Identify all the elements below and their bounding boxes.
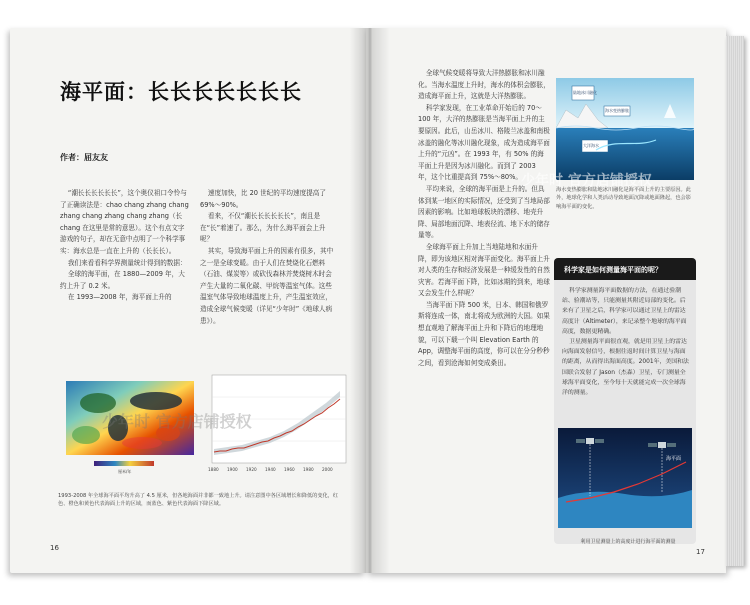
sidebar-body <box>562 286 690 398</box>
left-column-2 <box>200 188 335 327</box>
sidebar-header <box>554 258 696 280</box>
page-number-right: 17 <box>696 548 705 556</box>
right-page <box>366 28 726 573</box>
sidebar-title: 科学家是如何测量海平面的呢？ <box>564 266 662 274</box>
top-figure-caption: 海水变热膨胀和陆地冰川融化是海平面上升的主要原因。此外，地球化学和人类活动导致地面沉降或地面隆起，也会影响海平面的变化。 <box>556 187 691 210</box>
left-page <box>10 28 366 573</box>
paragraph: 当海平面下降 500 米，日本、韩国和俄罗斯将连成一体，南北将成为欧洲的大国。如果想直观地了解海平面上升和下降后的地理地貌，可以下载一个叫 Elevation Earth 的 App，调整海平面的高度，你可以在分分秒秒之间，看到沧海如何变成桑田。 <box>418 300 550 367</box>
paragraph: 速度加快，比 20 世纪的平均速度提高了 69%～90%。 <box>200 189 326 209</box>
magazine-spread <box>10 28 742 573</box>
x-tick: 1900 <box>227 467 238 472</box>
paragraph: 在 1993—2008 年，海平面上升的 <box>67 293 172 302</box>
x-tick: 2000 <box>322 467 333 472</box>
paragraph: 科学家测量海平面数据的方法，在通过验潮站、验潮站等，只能测量其附近局部的变化。后来有了卫星之后，科学家可以通过卫星上的雷达高度计（Altimeter），来记录整个地球的海平面高度，数据更精确。 <box>562 288 687 335</box>
paragraph: 科学家发现，在工业革命开始后的 70～100 年，大洋的热膨胀是当海平面上升的主要原因。此后，山岳冰川、格陵兰冰盖和南极冰盖的融化等冰川融化现象，成为造成海平面上升的“元凶”。在 1993 年，有 50% 的海平面上升是因为冰川融化。而到了 2003 年，这个比重提高到 75%～80%。 <box>418 103 550 182</box>
paragraph: 看来，不仅“潮长长长长长长”，南且是在“长”着速了。那么，为什么海平面会上升呢？ <box>200 212 326 244</box>
page-number-left: 16 <box>50 544 59 552</box>
x-tick: 1960 <box>284 467 295 472</box>
paragraph: 其实，导致海平面上升的因素有很多，其中之一是全球变暖。由于人们在焚烧化石燃料（石油、煤炭等）或砍伐森林并焚烧树木时会产生大量的二氧化碳、甲烷等温室气体。这些温室气体导致地球温度上升，产生温室效应，造成全球气候变暖（详见“少年时”《地球人病患》）。 <box>200 246 334 325</box>
paragraph: 全球海平面上升加上当地陆地和水面升降，即为该地区相对海平面变化。海平面上升对人类的生存和经济发展是一种缓发性的自然灾害。若海平面下降，比如冰期的到来，地球又会发生什么样呢？ <box>418 242 550 298</box>
map-legend-label: 厘米/年 <box>118 469 132 474</box>
paragraph: 卫星测量海平面很直观，就是用卫星上的雷达向海面发射信号，根据往返时间计算卫星与海面的距离，从而得出海面高度。2001年，美国和法国联合发射了 Jason（杰森）卫星，专门测量全球海平面变化，至今每十天就能完成一次全球海洋的测量。 <box>562 339 689 397</box>
watermark: 少年时 官方店铺授权 <box>102 412 252 431</box>
glacier-ocean-illustration <box>556 78 694 180</box>
figure-label: 大洋海水 <box>583 143 599 148</box>
left-column-1 <box>60 188 190 304</box>
sea-level-trend-plot <box>198 371 350 479</box>
article-title: 海平面：长长长长长长长 <box>60 80 302 104</box>
x-tick: 1880 <box>208 467 219 472</box>
paragraph: 全球的海平面，在 1880—2009 年，大约上升了 0.2 米。 <box>60 270 185 290</box>
sea-level-map-figure <box>58 373 196 475</box>
paragraph: “潮长长长长长长”，这个奥仪祖口令怜与了正确读法是：chao chang zhang chang zhang chang zhang chang zhang（长 chang 在这里是常的意思）。这个有点文字游戏的句子，却在无意中点明了一个科学事实：海水总是一直在上升的（长长长）。 <box>60 189 189 255</box>
x-tick: 1980 <box>303 467 314 472</box>
paragraph: 全球气候变暖将导致大洋热膨胀和冰川融化。当海水温度上升时，海水的体积会膨胀，造成海平面上升，这就是大洋热膨胀。 <box>418 69 550 101</box>
paragraph: 我们来看看科学界测量统计得到的数据： <box>67 258 187 267</box>
x-tick: 1920 <box>246 467 257 472</box>
sidebar-box <box>554 258 696 544</box>
x-tick: 1940 <box>265 467 276 472</box>
author-line: 作者：屈友友 <box>60 153 108 162</box>
right-column-1 <box>418 68 550 369</box>
figure-label: 海水变热膨胀 <box>605 108 629 113</box>
figure-label: 陆地冰川融化 <box>573 90 597 95</box>
map-caption: 1993-2008 年全球海平面平均升高了 4.5 厘米，但各地海面并非都一致地上升。请注意图中各区域增长和降低的变化，红色、橙色和黄色代表海面上升的区域，而蓝色、紫色代表海面下降区域。 <box>58 493 339 508</box>
paragraph: 平均来说，全球的海平面是上升的。但具体到某一地区的实际情况，还受到了当地局部因素的影响。比如地球板块的漂移、地壳升降、局部地面沉降、地表径流、地下水的储存量等。 <box>418 184 550 240</box>
page-edges <box>726 36 744 566</box>
watermark: 少年时 官方店铺授权 <box>521 173 652 189</box>
chart-label: 海平面 <box>666 456 682 462</box>
sidebar-image-caption: 利用卫星测量上的高度计进行海平面的测量 <box>580 539 676 545</box>
satellite-altimetry-figure <box>558 428 692 528</box>
